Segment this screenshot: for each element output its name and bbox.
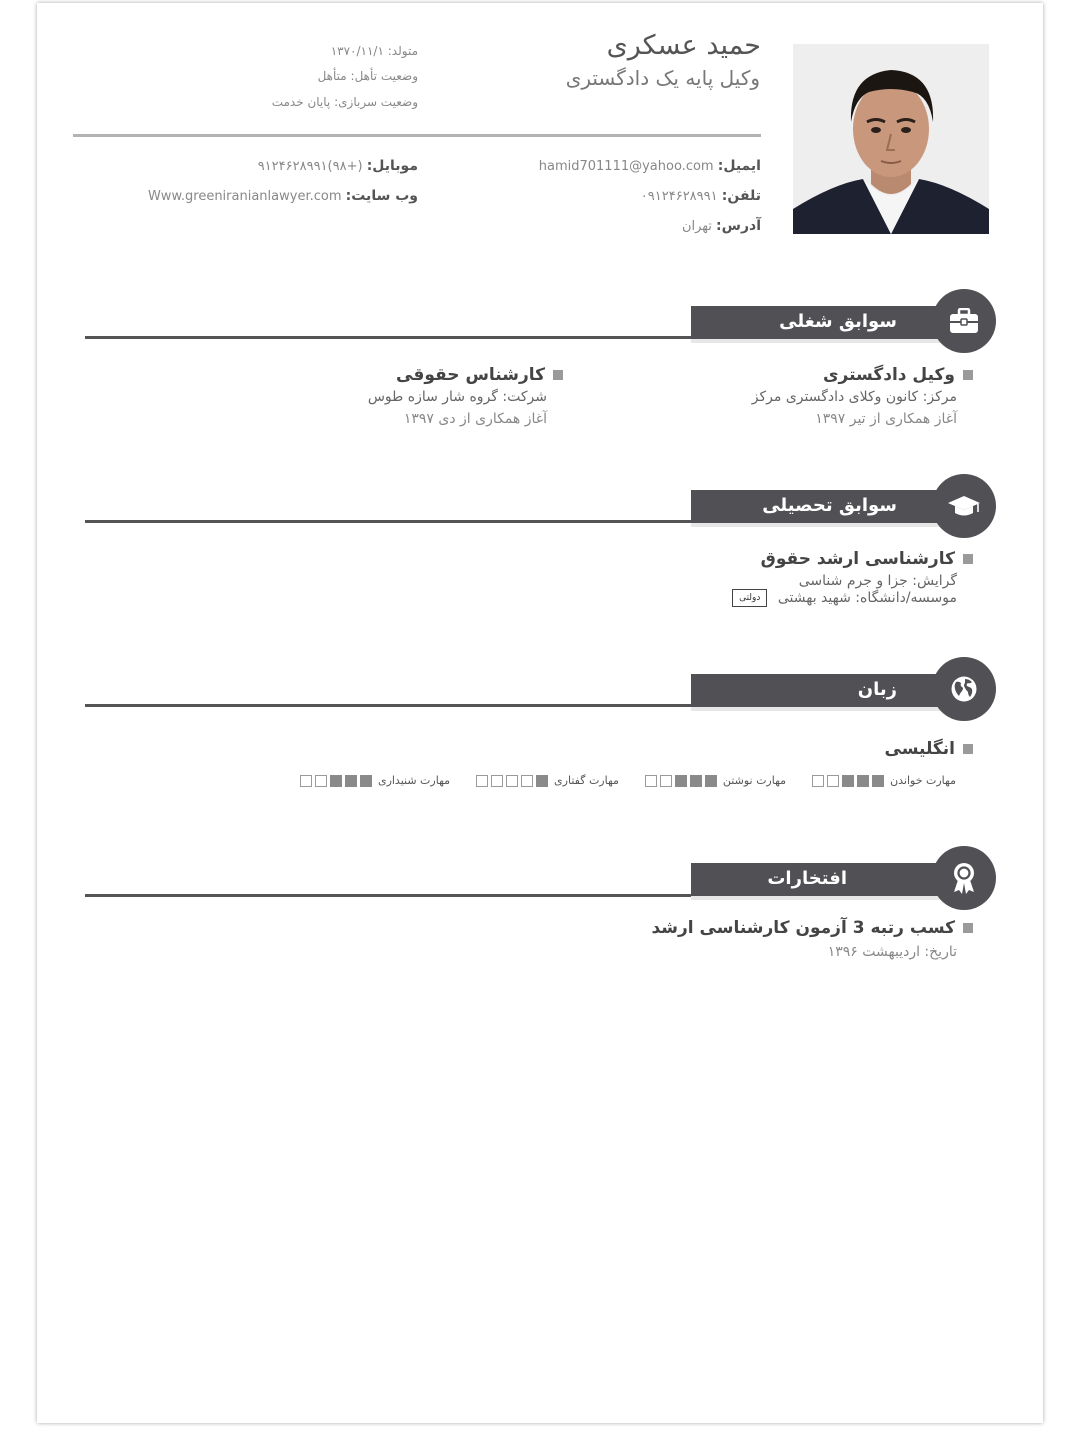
honors-section-header (691, 863, 959, 900)
skill-level-box (705, 775, 717, 787)
language-skills (300, 774, 956, 787)
phone-value: ۰۹۱۲۴۶۲۸۹۹۱ (640, 189, 718, 204)
skill-meter (476, 774, 619, 787)
education-section-header (691, 490, 959, 527)
education-item-university-row (732, 589, 957, 607)
work-item-2 (368, 365, 547, 427)
bullet-icon (963, 923, 973, 933)
skill-level-box (842, 775, 854, 787)
email-label: ایمیل: (717, 158, 761, 174)
skill-level-box (872, 775, 884, 787)
skill-level-box (857, 775, 869, 787)
contact-website (148, 188, 418, 204)
address-value: تهران (681, 219, 712, 234)
skill-level-box (315, 775, 327, 787)
skill-label: مهارت خواندن (890, 774, 956, 787)
profile-photo (793, 44, 989, 234)
language-section-line (85, 704, 691, 707)
marital-label: وضعیت تأهل: (350, 69, 418, 83)
skill-level-box (345, 775, 357, 787)
contact-mobile (258, 158, 418, 174)
work-item-start: آغاز همکاری از دی ۱۳۹۷ (403, 411, 547, 427)
briefcase-icon (932, 289, 996, 353)
skill-level-boxes (645, 775, 717, 787)
honors-section-title: افتخارات (767, 868, 847, 889)
military-status (272, 95, 418, 109)
military-value: پایان خدمت (271, 95, 331, 109)
contact-email (539, 158, 761, 174)
work-section-header (691, 306, 959, 343)
contact-address (682, 218, 761, 234)
bullet-icon (963, 370, 973, 380)
honors-section-line (85, 894, 691, 897)
language-section-title: زبان (857, 679, 897, 700)
skill-level-box (360, 775, 372, 787)
skill-meter (645, 774, 786, 787)
honor-item-title: کسب رتبه 3 آزمون کارشناسی ارشد (651, 918, 955, 938)
birth-date (331, 44, 418, 58)
education-section-line (85, 520, 691, 523)
award-ribbon-icon (932, 846, 996, 910)
education-section-title: سوابق تحصیلی (762, 495, 897, 516)
candidate-job-title: وکیل پایه یک دادگستری (565, 66, 760, 90)
skill-meter (812, 774, 956, 787)
skill-level-box (506, 775, 518, 787)
work-section-line (85, 336, 691, 339)
website-value[interactable]: Www.greeniranianlawyer.com (147, 189, 342, 204)
skill-level-box (827, 775, 839, 787)
education-item-university: موسسه/دانشگاه: شهید بهشتی (777, 590, 957, 606)
skill-level-box (476, 775, 488, 787)
university-type-badge: دولتی (732, 589, 767, 607)
birth-label: متولد: (387, 44, 418, 58)
mobile-label: موبایل: (366, 158, 418, 174)
skill-level-box (330, 775, 342, 787)
globe-icon (932, 657, 996, 721)
work-section-title: سوابق شغلی (779, 311, 897, 332)
email-value[interactable]: hamid701111@yahoo.com (538, 159, 714, 174)
work-item-org: شرکت: گروه شار سازه طوس (367, 389, 547, 405)
bullet-icon (553, 370, 563, 380)
skill-level-boxes (476, 775, 548, 787)
header-divider (73, 134, 761, 137)
education-item-title: کارشناسی ارشد حقوق (760, 549, 955, 569)
graduation-cap-icon (932, 474, 996, 538)
bullet-icon (963, 554, 973, 564)
language-item-1 (885, 739, 973, 759)
bullet-icon (963, 744, 973, 754)
skill-level-box (645, 775, 657, 787)
education-item-major: گرایش: جزا و جرم شناسی (798, 573, 957, 589)
marital-status (318, 69, 418, 83)
work-item-1 (752, 365, 973, 427)
portrait-photo (793, 44, 989, 234)
skill-level-boxes (812, 775, 884, 787)
address-label: آدرس: (716, 218, 761, 234)
work-item-title: وکیل دادگستری (822, 365, 955, 385)
education-item-1 (732, 549, 973, 607)
skill-level-box (675, 775, 687, 787)
work-item-start: آغاز همکاری از تیر ۱۳۹۷ (815, 411, 957, 427)
skill-level-box (812, 775, 824, 787)
skill-level-box (690, 775, 702, 787)
skill-level-boxes (300, 775, 372, 787)
birth-value: ۱۳۷۰/۱۱/۱ (330, 44, 384, 58)
language-name: انگلیسی (884, 739, 955, 759)
honor-item-1 (651, 918, 973, 960)
skill-level-box (536, 775, 548, 787)
phone-label: تلفن: (721, 188, 761, 204)
work-item-org: مرکز: کانون وکلای دادگستری مرکز (751, 389, 957, 405)
skill-level-box (300, 775, 312, 787)
website-label: وب سایت: (345, 188, 418, 204)
skill-level-box (660, 775, 672, 787)
military-label: وضعیت سربازی: (334, 95, 418, 109)
honor-item-date: تاریخ: اردیبهشت ۱۳۹۶ (827, 944, 957, 960)
candidate-name: حمید عسکری (606, 30, 761, 61)
mobile-value: (+۹۸)۹۱۲۴۶۲۸۹۹۱ (257, 159, 363, 174)
skill-level-box (491, 775, 503, 787)
contact-phone (641, 188, 761, 204)
skill-level-box (521, 775, 533, 787)
skill-label: مهارت گفتاری (554, 774, 619, 787)
skill-label: مهارت نوشتن (722, 774, 787, 787)
work-item-title: کارشناس حقوقی (396, 365, 545, 385)
skill-meter (300, 774, 450, 787)
marital-value: متأهل (317, 69, 347, 83)
language-section-header (691, 674, 959, 711)
skill-label: مهارت شنیداری (377, 774, 451, 787)
